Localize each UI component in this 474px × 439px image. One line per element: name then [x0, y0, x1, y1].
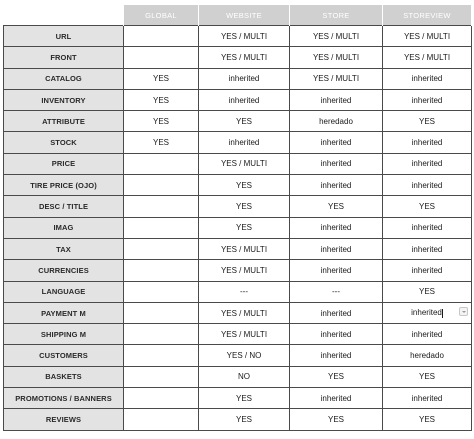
row-label: PAYMENT M: [4, 302, 124, 323]
cell-global[interactable]: [124, 366, 199, 387]
table-row: [4, 47, 472, 68]
cell-store[interactable]: YES: [290, 196, 383, 217]
row-label: FRONT: [4, 47, 124, 68]
cell-global[interactable]: [124, 196, 199, 217]
cell-global[interactable]: [124, 26, 199, 47]
cell-global[interactable]: [124, 324, 199, 345]
row-label: SHIPPING M: [4, 324, 124, 345]
cell-storeview[interactable]: [383, 302, 472, 323]
cell-store[interactable]: YES / MULTI: [290, 68, 383, 89]
table-row: [4, 281, 472, 302]
cell-website[interactable]: YES: [199, 175, 290, 196]
cell-website[interactable]: inherited: [199, 132, 290, 153]
cell-website[interactable]: ---: [199, 281, 290, 302]
row-label: REVIEWS: [4, 409, 124, 430]
cell-value: inherited: [411, 308, 442, 318]
column-header-global: GLOBAL: [124, 5, 199, 26]
cell-global[interactable]: YES: [124, 132, 199, 153]
cell-storeview[interactable]: inherited: [383, 175, 472, 196]
column-header-store: STORE: [290, 5, 383, 26]
cell-website[interactable]: YES / MULTI: [199, 302, 290, 323]
table-row: [4, 388, 472, 409]
text-cursor: [442, 309, 443, 318]
table-row: [4, 26, 472, 47]
row-label: PROMOTIONS / BANNERS: [4, 388, 124, 409]
table-row: [4, 409, 472, 430]
table-row: [4, 260, 472, 281]
cell-global[interactable]: [124, 302, 199, 323]
cell-global[interactable]: [124, 175, 199, 196]
table-row: [4, 132, 472, 153]
header-row: [4, 5, 472, 26]
table-row: [4, 345, 472, 366]
cell-website[interactable]: YES / MULTI: [199, 324, 290, 345]
table-row: [4, 324, 472, 345]
cell-store[interactable]: YES: [290, 366, 383, 387]
cell-store[interactable]: ---: [290, 281, 383, 302]
row-label: LANGUAGE: [4, 281, 124, 302]
cell-storeview[interactable]: inherited: [383, 260, 472, 281]
cell-website[interactable]: YES: [199, 217, 290, 238]
cell-global[interactable]: [124, 388, 199, 409]
table-row: [4, 196, 472, 217]
cell-store[interactable]: YES: [290, 409, 383, 430]
cell-store[interactable]: inherited: [290, 345, 383, 366]
cell-global[interactable]: [124, 409, 199, 430]
cell-storeview[interactable]: YES / MULTI: [383, 47, 472, 68]
cell-storeview[interactable]: inherited: [383, 238, 472, 259]
cell-global[interactable]: YES: [124, 89, 199, 110]
cell-store[interactable]: YES / MULTI: [290, 26, 383, 47]
table-row: [4, 153, 472, 174]
row-label: DESC / TITLE: [4, 196, 124, 217]
scope-table-container: [3, 5, 471, 431]
column-header-storeview: STOREVIEW: [383, 5, 472, 26]
cell-global[interactable]: [124, 345, 199, 366]
cell-global[interactable]: [124, 153, 199, 174]
cell-website[interactable]: inherited: [199, 89, 290, 110]
cell-store[interactable]: inherited: [290, 388, 383, 409]
cell-global[interactable]: [124, 260, 199, 281]
row-label: CURRENCIES: [4, 260, 124, 281]
column-header-website: WEBSITE: [199, 5, 290, 26]
cell-global[interactable]: [124, 238, 199, 259]
table-row: [4, 366, 472, 387]
cell-storeview[interactable]: YES: [383, 196, 472, 217]
header-corner: [4, 5, 124, 26]
cell-website[interactable]: YES: [199, 409, 290, 430]
row-label: URL: [4, 26, 124, 47]
row-label: STOCK: [4, 132, 124, 153]
row-label: CATALOG: [4, 68, 124, 89]
cell-website[interactable]: YES: [199, 111, 290, 132]
table-row: [4, 238, 472, 259]
cell-storeview[interactable]: inherited: [383, 153, 472, 174]
cell-storeview[interactable]: inherited: [383, 388, 472, 409]
cell-global[interactable]: [124, 281, 199, 302]
cell-store[interactable]: inherited: [290, 260, 383, 281]
cell-global[interactable]: [124, 47, 199, 68]
cell-storeview[interactable]: heredado: [383, 345, 472, 366]
dropdown-toggle-icon[interactable]: [459, 307, 468, 316]
cell-global[interactable]: YES: [124, 68, 199, 89]
cell-store[interactable]: inherited: [290, 153, 383, 174]
cell-storeview[interactable]: YES: [383, 366, 472, 387]
table-row: [4, 175, 472, 196]
row-label: CUSTOMERS: [4, 345, 124, 366]
cell-storeview[interactable]: YES / MULTI: [383, 26, 472, 47]
row-label: TIRE PRICE (OJO): [4, 175, 124, 196]
cell-store[interactable]: inherited: [290, 238, 383, 259]
row-label: IMAG: [4, 217, 124, 238]
cell-storeview[interactable]: YES: [383, 281, 472, 302]
cell-storeview[interactable]: inherited: [383, 217, 472, 238]
scope-table: [3, 5, 472, 431]
cell-store[interactable]: inherited: [290, 324, 383, 345]
table-row: [4, 111, 472, 132]
row-label: BASKETS: [4, 366, 124, 387]
row-label: INVENTORY: [4, 89, 124, 110]
cell-store[interactable]: inherited: [290, 89, 383, 110]
cell-store[interactable]: YES / MULTI: [290, 47, 383, 68]
cell-website[interactable]: YES / NO: [199, 345, 290, 366]
cell-website[interactable]: YES / MULTI: [199, 260, 290, 281]
cell-storeview[interactable]: inherited: [383, 132, 472, 153]
cell-website[interactable]: inherited: [199, 68, 290, 89]
table-body: [4, 26, 472, 431]
cell-website[interactable]: YES: [199, 388, 290, 409]
table-row: [4, 89, 472, 110]
cell-store[interactable]: inherited: [290, 302, 383, 323]
table-row: [4, 68, 472, 89]
cell-storeview[interactable]: inherited: [383, 68, 472, 89]
table-row: [4, 217, 472, 238]
cell-website[interactable]: YES / MULTI: [199, 238, 290, 259]
cell-storeview[interactable]: YES: [383, 111, 472, 132]
cell-global[interactable]: YES: [124, 111, 199, 132]
cell-storeview[interactable]: inherited: [383, 324, 472, 345]
table-row: [4, 302, 472, 323]
cell-store[interactable]: inherited: [290, 217, 383, 238]
cell-store[interactable]: heredado: [290, 111, 383, 132]
cell-store[interactable]: inherited: [290, 132, 383, 153]
row-label: TAX: [4, 238, 124, 259]
cell-storeview[interactable]: YES: [383, 409, 472, 430]
cell-website[interactable]: NO: [199, 366, 290, 387]
cell-store[interactable]: inherited: [290, 175, 383, 196]
row-label: ATTRIBUTE: [4, 111, 124, 132]
row-label: PRICE: [4, 153, 124, 174]
cell-website[interactable]: YES: [199, 196, 290, 217]
cell-global[interactable]: [124, 217, 199, 238]
cell-website[interactable]: YES / MULTI: [199, 47, 290, 68]
cell-website[interactable]: YES / MULTI: [199, 26, 290, 47]
cell-website[interactable]: YES / MULTI: [199, 153, 290, 174]
cell-storeview[interactable]: inherited: [383, 89, 472, 110]
